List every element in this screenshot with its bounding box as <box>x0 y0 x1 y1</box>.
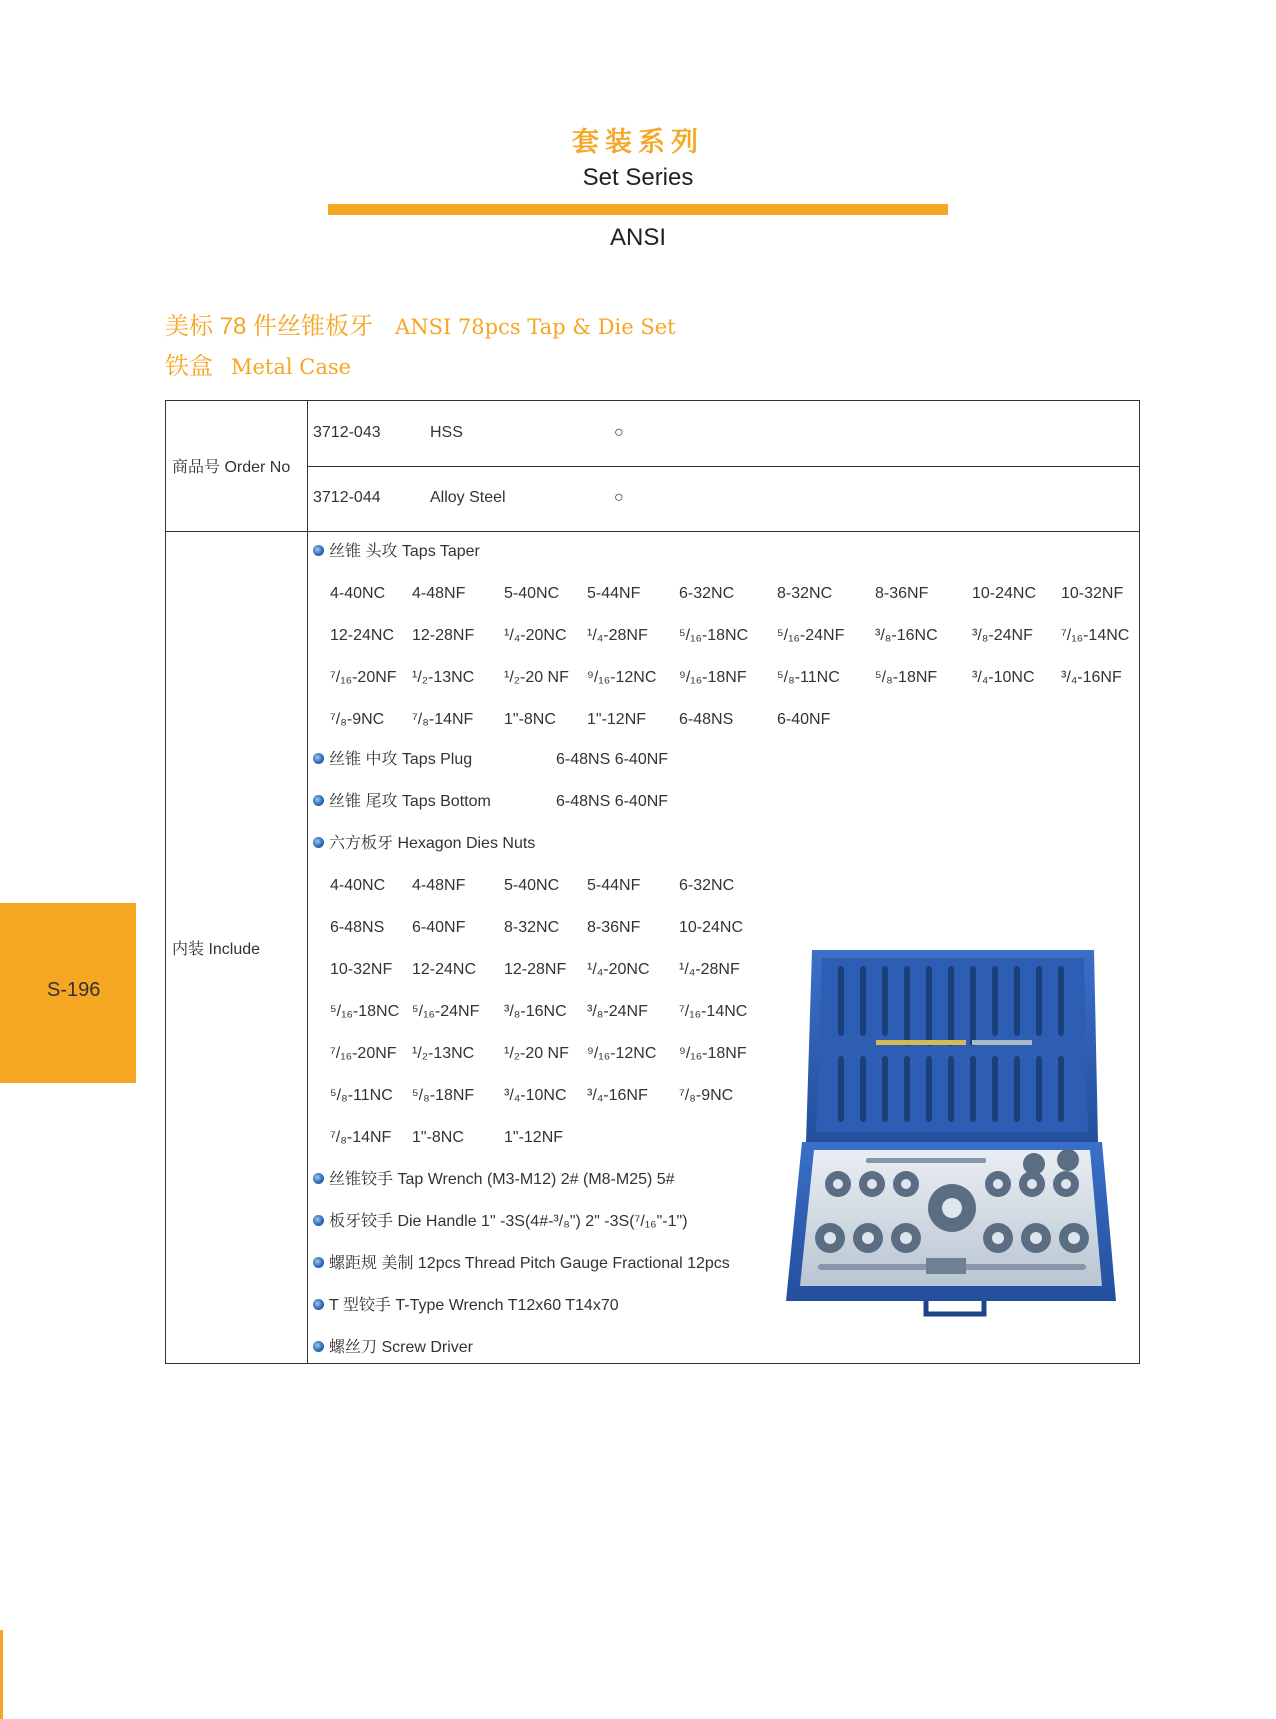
size-cell: ⁷/₈-14NF <box>412 711 474 728</box>
heading-text: 丝锥 中攻 Taps Plug <box>329 751 473 768</box>
size-cell: ¹/₄-20NC <box>504 627 567 644</box>
die-handle-line <box>313 1211 688 1233</box>
size-cell: ⁷/₈-9NC <box>679 1087 734 1104</box>
bullet-icon <box>313 1215 324 1226</box>
size-cell: ⁹/₁₆-18NF <box>679 1045 747 1062</box>
order-material: Alloy Steel <box>430 489 506 506</box>
size-cell: 10-32NF <box>330 961 393 978</box>
plug-sizes: 6-48NS 6-40NF <box>556 751 669 768</box>
size-cell: 8-36NF <box>875 585 929 602</box>
header-divider <box>328 204 948 215</box>
size-cell: 12-24NC <box>330 627 395 644</box>
case-type <box>165 346 351 381</box>
size-cell: 1"-12NF <box>504 1129 564 1146</box>
size-cell: ⁹/₁₆-12NC <box>587 1045 657 1062</box>
item-text: T 型铰手 T-Type Wrench T12x60 T14x70 <box>329 1297 619 1314</box>
column-divider <box>307 401 308 1363</box>
size-cell: ⁵/₁₆-24NF <box>777 627 845 644</box>
section-title-cn: 套装系列 <box>572 127 704 158</box>
size-cell: ⁵/₈-18NF <box>412 1087 475 1104</box>
standard-label: ANSI <box>609 224 666 251</box>
item-text: 螺距规 美制 12pcs Thread Pitch Gauge Fractional 12pcs <box>329 1255 730 1272</box>
bullet-icon <box>313 545 324 556</box>
size-cell: ¹/₂-13NC <box>412 669 475 686</box>
size-cell: 12-28NF <box>504 961 567 978</box>
size-cell: 6-32NC <box>679 585 735 602</box>
size-cell: ¹/₄-20NC <box>587 961 650 978</box>
taps-bottom-heading <box>313 791 491 813</box>
size-cell: 10-24NC <box>972 585 1037 602</box>
size-cell: ¹/₄-28NF <box>679 961 740 978</box>
availability-mark: ○ <box>614 489 624 506</box>
size-cell: 6-40NF <box>412 919 466 936</box>
product-title-cn: 美标 78 件丝锥板牙 <box>165 313 374 340</box>
size-cell: 1"-8NC <box>504 711 556 728</box>
page-edge-mark <box>0 1630 3 1719</box>
size-cell: 4-48NF <box>412 877 466 894</box>
bullet-icon <box>313 1173 324 1184</box>
size-cell: ⁹/₁₆-18NF <box>679 669 747 686</box>
size-cell: ⁷/₈-14NF <box>330 1129 392 1146</box>
size-cell: ⁵/₁₆-18NC <box>679 627 749 644</box>
tap-wrench-line <box>313 1169 675 1191</box>
size-cell: 6-48NS <box>679 711 734 728</box>
page-number-tab <box>0 903 136 1083</box>
screwdriver-line <box>313 1337 473 1359</box>
section-title-en: Set Series <box>582 164 694 191</box>
size-cell: 8-32NC <box>504 919 560 936</box>
size-cell: 8-32NC <box>777 585 833 602</box>
spec-table <box>165 400 1140 1364</box>
size-cell: ⁷/₁₆-20NF <box>330 1045 397 1062</box>
size-cell: ⁵/₈-11NC <box>777 669 840 686</box>
heading-text: 丝锥 尾攻 Taps Bottom <box>329 793 491 810</box>
size-cell: 10-32NF <box>1061 585 1124 602</box>
availability-mark: ○ <box>614 424 624 441</box>
size-cell: ³/₄-16NF <box>1061 669 1122 686</box>
size-cell: ⁵/₈-11NC <box>330 1087 393 1104</box>
page-number: S-196 <box>47 979 101 1001</box>
item-text: 螺丝刀 Screw Driver <box>329 1339 474 1356</box>
size-cell: 6-48NS <box>330 919 385 936</box>
size-cell: 4-48NF <box>412 585 466 602</box>
size-cell: ⁷/₁₆-20NF <box>330 669 397 686</box>
size-cell: ⁵/₁₆-24NF <box>412 1003 480 1020</box>
pitch-gauge-line <box>313 1253 730 1275</box>
order-code: 3712-043 <box>313 424 381 441</box>
case-type-cn: 铁盒 <box>165 353 213 380</box>
item-text: 丝锥铰手 Tap Wrench (M3-M12) 2# (M8-M25) 5# <box>329 1171 675 1188</box>
bullet-icon <box>313 837 324 848</box>
size-cell: 6-32NC <box>679 877 735 894</box>
order-code: 3712-044 <box>313 489 381 506</box>
size-cell: 4-40NC <box>330 877 386 894</box>
size-cell: ¹/₄-28NF <box>587 627 648 644</box>
size-cell: 5-40NC <box>504 877 560 894</box>
row-divider <box>307 466 1139 467</box>
size-cell: ³/₄-16NF <box>587 1087 648 1104</box>
size-cell: 10-24NC <box>679 919 744 936</box>
bottom-sizes: 6-48NS 6-40NF <box>556 793 669 810</box>
size-cell: 12-24NC <box>412 961 477 978</box>
dies-heading <box>313 833 535 855</box>
taps-plug-heading <box>313 749 472 771</box>
include-label: 内装 Include <box>172 941 261 958</box>
taps-taper-heading <box>313 541 480 563</box>
bullet-icon <box>313 1257 324 1268</box>
order-material: HSS <box>430 424 463 441</box>
bullet-icon <box>313 1341 324 1352</box>
size-cell: 1"-12NF <box>587 711 647 728</box>
bullet-icon <box>313 1299 324 1310</box>
heading-text: 丝锥 头攻 Taps Taper <box>329 543 480 560</box>
size-cell: ¹/₂-13NC <box>412 1045 475 1062</box>
size-cell: 8-36NF <box>587 919 641 936</box>
size-cell: 4-40NC <box>330 585 386 602</box>
heading-text: 六方板牙 Hexagon Dies Nuts <box>329 835 536 852</box>
size-cell: ³/₈-24NF <box>972 627 1033 644</box>
bullet-icon <box>313 753 324 764</box>
section-divider <box>166 531 1139 532</box>
size-cell: ¹/₂-20 NF <box>504 1045 569 1062</box>
size-cell: ⁵/₈-18NF <box>875 669 938 686</box>
size-cell: ³/₈-24NF <box>587 1003 648 1020</box>
size-cell: ⁷/₁₆-14NC <box>679 1003 748 1020</box>
item-text: 板牙铰手 Die Handle 1" -3S(4#-³/₈") 2" -3S(⁷/₁₆"-1") <box>329 1213 688 1230</box>
size-cell: ³/₄-10NC <box>504 1087 567 1104</box>
size-cell: ³/₈-16NC <box>504 1003 567 1020</box>
size-cell: ¹/₂-20 NF <box>504 669 569 686</box>
size-cell: 5-40NC <box>504 585 560 602</box>
product-title-en: ANSI 78pcs Tap & Die Set <box>395 315 676 339</box>
product-photo <box>776 946 1132 1326</box>
order-no-label: 商品号 Order No <box>172 459 291 476</box>
size-cell: 5-44NF <box>587 877 641 894</box>
size-cell: ⁷/₁₆-14NC <box>1061 627 1130 644</box>
bullet-icon <box>313 795 324 806</box>
size-cell: 5-44NF <box>587 585 641 602</box>
size-cell: 12-28NF <box>412 627 475 644</box>
size-cell: 1"-8NC <box>412 1129 464 1146</box>
product-title <box>165 306 676 341</box>
size-cell: ⁷/₈-9NC <box>330 711 385 728</box>
size-cell: ⁹/₁₆-12NC <box>587 669 657 686</box>
size-cell: ³/₈-16NC <box>875 627 938 644</box>
size-cell: ³/₄-10NC <box>972 669 1035 686</box>
size-cell: 6-40NF <box>777 711 831 728</box>
case-type-en: Metal Case <box>231 355 352 379</box>
t-wrench-line <box>313 1295 619 1317</box>
size-cell: ⁵/₁₆-18NC <box>330 1003 400 1020</box>
